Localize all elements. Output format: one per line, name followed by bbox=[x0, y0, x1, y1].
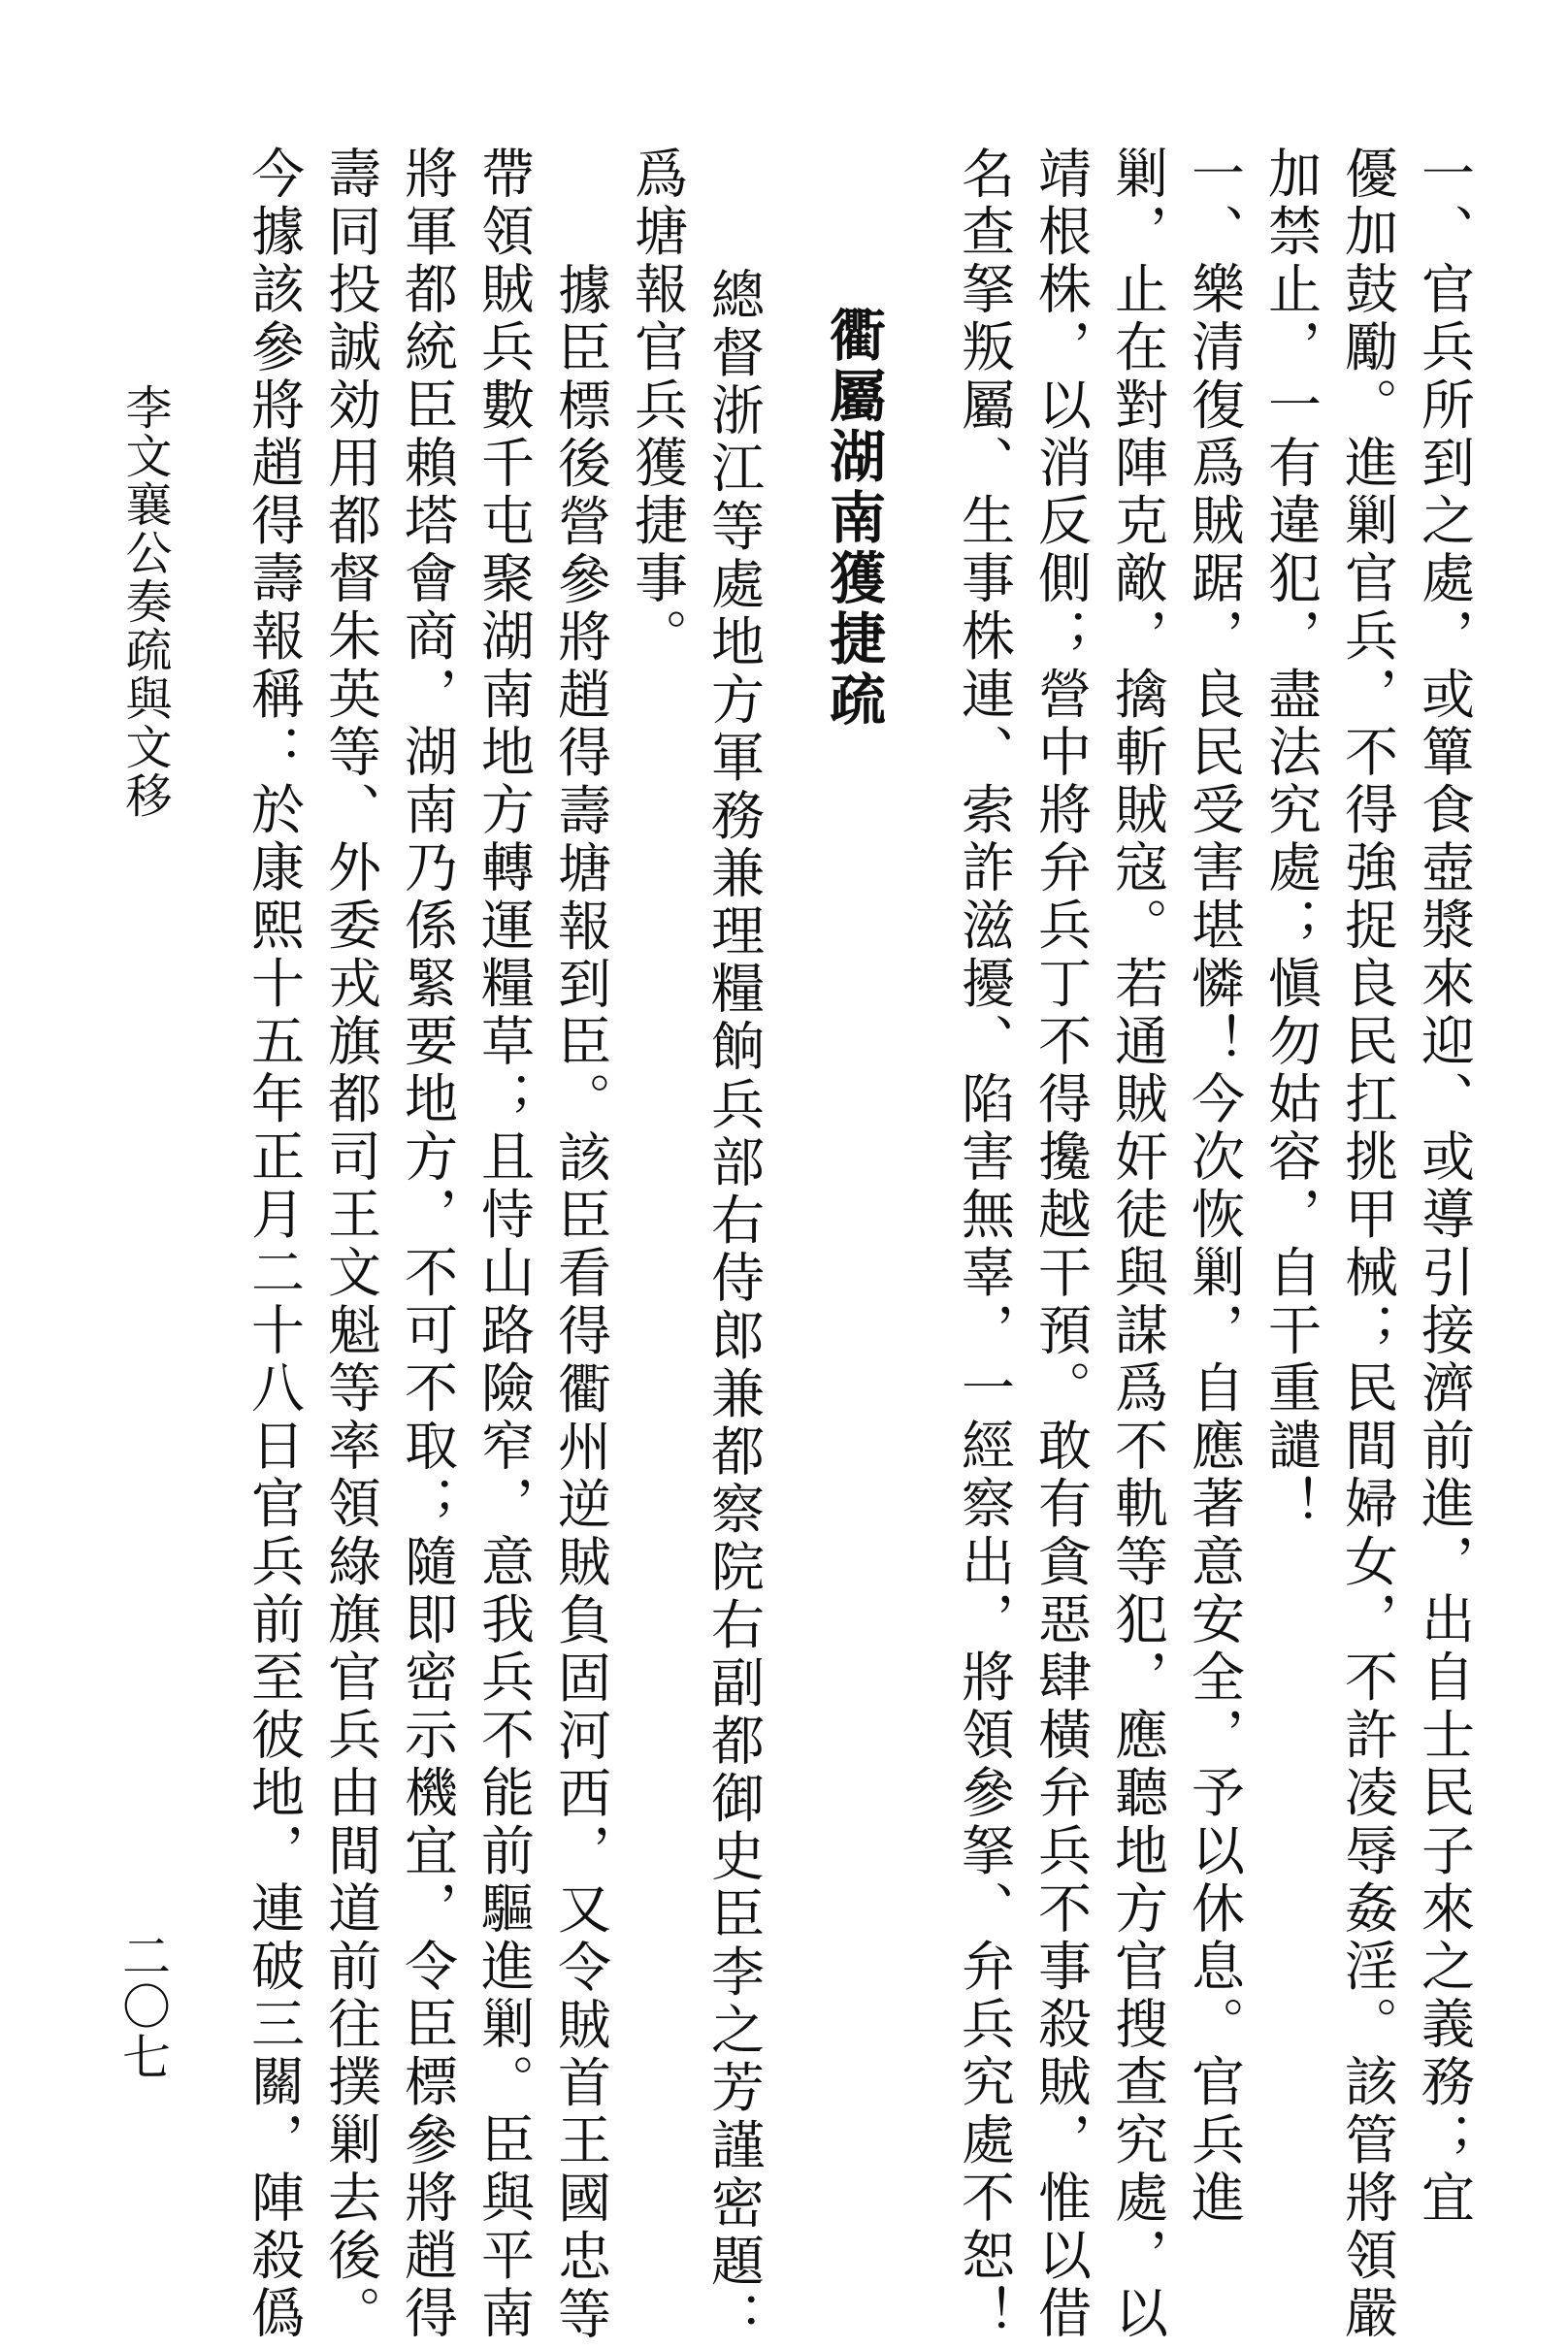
text-column-11: 據臣標後營參將趙得壽塘報到臣。該臣看得衢州逆賊負固河西，又令賊首王國忠等 bbox=[549, 262, 611, 2344]
text-column-9: 總督浙江等處地方軍務兼理糧餉兵部右侍郎兼都察院右副都御史臣李之芳謹密題： bbox=[702, 267, 765, 2349]
text-column-13: 將軍都統臣賴塔會商，湖南乃係緊要地方，不可不取；隨即密示機宜，令臣標參將趙得 bbox=[396, 146, 458, 2343]
text-column-12: 帶領賊兵數千屯聚湖南地方轉運糧草；且恃山路險窄，意我兵不能前驅進剿。臣與平南 bbox=[473, 146, 535, 2343]
text-column-14: 壽同投誠効用都督朱英等、外委戎旗都司王文魁等率領綠旗官兵由間道前往撲剿去後。 bbox=[319, 146, 381, 2343]
section-title: 衢屬湖南獲捷疏 bbox=[820, 306, 886, 732]
text-column-5: 剿，止在對陣克敵，擒斬賊寇。若通賊奸徒與謀爲不軌等犯，應聽地方官搜查究處，以 bbox=[1106, 146, 1168, 2343]
text-column-6: 靖根株，以消反側；營中將弁兵丁不得攙越干預。敢有貪惡肆橫弁兵不事殺賊，惟以借 bbox=[1029, 146, 1092, 2343]
text-column-10: 爲塘報官兵獲捷事。 bbox=[626, 146, 688, 667]
text-column-4: 一、樂清復爲賊踞，良民受害堪憐！今次恢剿，自應著意安全，予以休息。官兵進 bbox=[1183, 146, 1245, 2228]
page-number: 二〇七 bbox=[114, 1931, 171, 2082]
text-column-2: 優加鼓勵。進剿官兵，不得強捉良民扛挑甲械；民間婦女，不許凌辱姦淫。該管將領嚴 bbox=[1336, 146, 1398, 2343]
text-column-15: 今據該參將趙得壽報稱：於康熙十五年正月二十八日官兵前至彼地，連破三關，陣殺僞 bbox=[243, 146, 305, 2343]
text-column-3: 加禁止，一有違犯，盡法究處；愼勿姑容，自干重譴！ bbox=[1259, 146, 1322, 1534]
text-column-1: 一、官兵所到之處，或簞食壺漿來迎、或導引接濟前進，出自士民子來之義務；宜 bbox=[1413, 146, 1475, 2228]
running-head: 李文襄公奏疏與文移 bbox=[117, 383, 172, 820]
text-column-7: 名查拏叛屬、生事株連、索詐滋擾、陷害無辜，一經察出，將領參拏、弁兵究處不恕！ bbox=[953, 146, 1015, 2343]
